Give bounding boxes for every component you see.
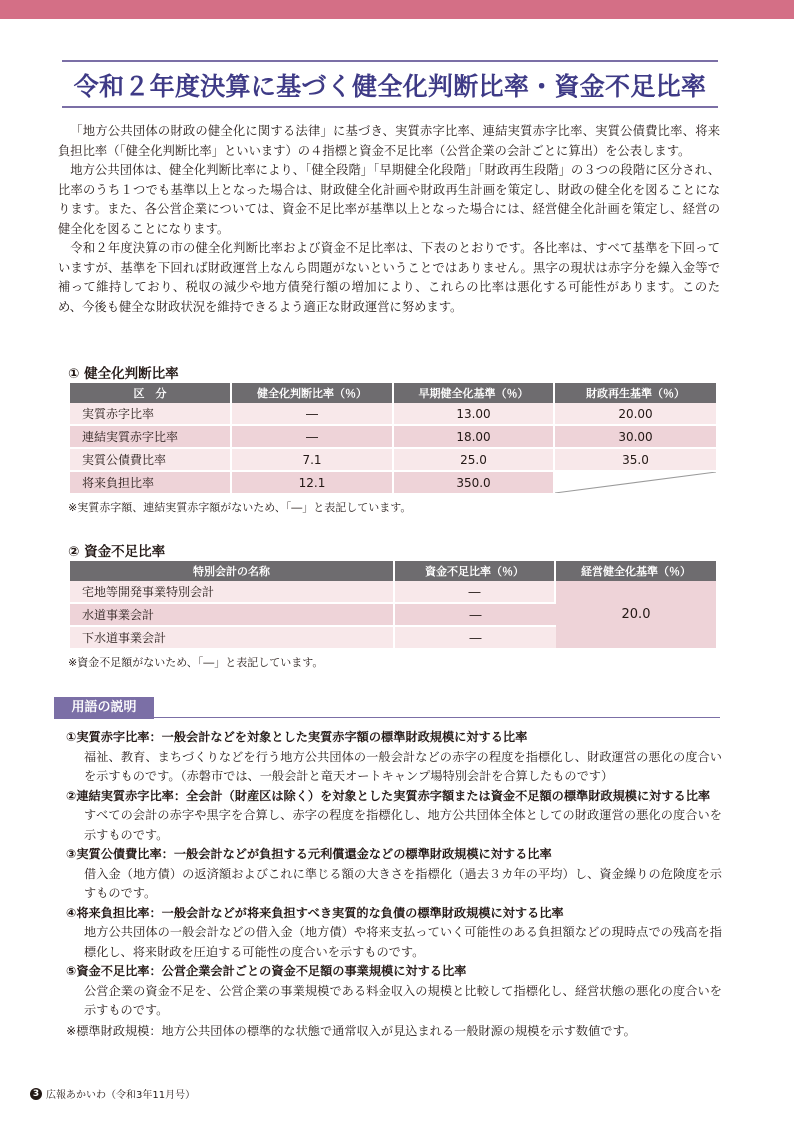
rebuild-standard-value: 20.00 bbox=[555, 403, 716, 426]
ratio-value: 7.1 bbox=[232, 449, 394, 472]
term-heading: ②連結実質赤字比率：全会計（財産区は除く）を対象とした実質赤字額または資金不足額の標準財政規模に対する比率 bbox=[66, 788, 711, 803]
table-row bbox=[70, 449, 716, 472]
intro-paragraph: 「地方公共団体の財政の健全化に関する法律」に基づき、実質赤字比率、連結実質赤字比率、実質公債費比率、将来負担比率（「健全化判断比率」といいます）の４指標と資金不足比率（公営企業の会計ごとに算出）を公表します。 bbox=[58, 124, 720, 158]
account-name: 下水道事業会計 bbox=[70, 627, 395, 650]
column-header: 健全化判断比率（％） bbox=[232, 383, 394, 403]
row-label: 連結実質赤字比率 bbox=[70, 426, 232, 449]
shortage-value: ― bbox=[395, 627, 556, 650]
column-header: 区 分 bbox=[70, 383, 232, 403]
term-body: すべての会計の赤字や黒字を合算し、赤字の程度を指標化し、地方公共団体全体としての財政運営の悪化の度合いを示すものです。 bbox=[84, 808, 722, 842]
page-title: 令和２年度決算に基づく健全化判断比率・資金不足比率 bbox=[73, 72, 707, 101]
intro-paragraph: 令和２年度決算の市の健全化判断比率および資金不足比率は、下表のとおりです。各比率は、すべて基準を下回っていますが、基準を下回れば財政運営上なんら問題がないということではありません。黒字の現状は赤字分を繰入金等で補って維持しており、税収の減少や地方債発行額の増加により、これらの比率は悪化する可能性があります。このため、今後も健全な財政状況を維持できるよう適正な財政運営に努めます。 bbox=[58, 241, 720, 314]
table-header-row bbox=[70, 561, 716, 581]
title-frame bbox=[62, 60, 718, 108]
publication-name: 広報あかいわ（令和3年11月号） bbox=[46, 1090, 196, 1101]
early-standard-value: 13.00 bbox=[394, 403, 555, 426]
ratio-value: 12.1 bbox=[232, 472, 394, 495]
column-header: 早期健全化基準（％） bbox=[394, 383, 555, 403]
table1-heading: ① 健全化判断比率 bbox=[68, 366, 179, 382]
table-row bbox=[70, 403, 716, 426]
account-name: 宅地等開発事業特別会計 bbox=[70, 581, 395, 604]
term-body: 福祉、教育、まちづくりなどを行う地方公共団体の一般会計などの赤字の程度を指標化し、財政運営の悪化の度合いを示すものです。（赤磐市では、一般会計と竜天オートキャンプ場特別会計を合算したものです） bbox=[84, 749, 722, 783]
term-body: 地方公共団体の一般会計などの借入金（地方債）や将来支払っていく可能性のある負担額などの現時点での残高を指標化し、将来財政を圧迫する可能性の度合いを示すものです。 bbox=[84, 925, 722, 959]
table-row bbox=[70, 472, 716, 495]
shortage-value: ― bbox=[395, 581, 556, 604]
ratio-table bbox=[70, 383, 716, 495]
column-header: 経営健全化基準（％） bbox=[556, 561, 716, 581]
column-header: 資金不足比率（％） bbox=[395, 561, 556, 581]
page-footer bbox=[30, 1086, 195, 1101]
row-label: 将来負担比率 bbox=[70, 472, 232, 495]
terms-footnote: ※標準財政規模：地方公共団体の標準的な状態で通常収入が見込まれる一般財源の規模を示す数値です。 bbox=[66, 1023, 636, 1038]
terms-divider bbox=[154, 717, 720, 718]
row-label: 実質赤字比率 bbox=[70, 403, 232, 426]
fund-shortage-table bbox=[70, 561, 716, 650]
early-standard-value: 25.0 bbox=[394, 449, 555, 472]
top-color-bar bbox=[0, 0, 794, 19]
rebuild-standard-value: 30.00 bbox=[555, 426, 716, 449]
terms-label: 用語の説明 bbox=[54, 697, 154, 719]
terms-section bbox=[66, 728, 722, 1041]
rebuild-standard-value: 35.0 bbox=[555, 449, 716, 472]
account-name: 水道事業会計 bbox=[70, 604, 395, 627]
column-header: 財政再生基準（％） bbox=[555, 383, 716, 403]
column-header: 特別会計の名称 bbox=[70, 561, 395, 581]
table-header-row bbox=[70, 383, 716, 403]
table1-note: ※実質赤字額、連結実質赤字額がないため、「―」と表記しています。 bbox=[68, 501, 412, 514]
table2-heading: ② 資金不足比率 bbox=[68, 544, 166, 560]
shortage-value: ― bbox=[395, 604, 556, 627]
term-body: 借入金（地方債）の返済額およびこれに準じる額の大きさを指標化（過去３カ年の平均）し、資金繰りの危険度を示すものです。 bbox=[84, 866, 722, 900]
term-body: 公営企業の資金不足を、公営企業の事業規模である料金収入の規模と比較して指標化し、経営状態の悪化の度合いを示すものです。 bbox=[84, 983, 722, 1017]
early-standard-value: 18.00 bbox=[394, 426, 555, 449]
table-row bbox=[70, 581, 716, 604]
diagonal-slash bbox=[555, 472, 716, 493]
empty-cell bbox=[555, 472, 716, 495]
term-heading: ①実質赤字比率：一般会計などを対象とした実質赤字額の標準財政規模に対する比率 bbox=[66, 730, 528, 744]
early-standard-value: 350.0 bbox=[394, 472, 555, 495]
term-heading: ⑤資金不足比率：公営企業会計ごとの資金不足額の事業規模に対する比率 bbox=[66, 964, 467, 978]
term-heading: ③実質公債費比率：一般会計などが負担する元利償還金などの標準財政規模に対する比率 bbox=[66, 847, 552, 861]
term-heading: ④将来負担比率：一般会計などが将来負担すべき実質的な負債の標準財政規模に対する比率 bbox=[66, 905, 564, 920]
ratio-value: ― bbox=[232, 426, 394, 449]
table-row bbox=[70, 426, 716, 449]
table2-note: ※資金不足額がないため、「―」と表記しています。 bbox=[68, 656, 324, 669]
row-label: 実質公債費比率 bbox=[70, 449, 232, 472]
management-standard-value: 20.0 bbox=[556, 581, 716, 650]
page-number: 3 bbox=[30, 1088, 42, 1100]
intro-paragraph: 地方公共団体は、健全化判断比率により、「健全段階」「早期健全化段階」「財政再生段階」の３つの段階に区分され、比率のうち１つでも基準以上となった場合は、財政健全化計画や財政再生計画を策定し、財政の健全化を図ることになります。また、各公営企業については、資金不足比率が基準以上となった場合には、経営健全化計画を策定し、経営の健全化を図ることになります。 bbox=[58, 163, 720, 236]
intro-text bbox=[58, 122, 720, 317]
ratio-value: ― bbox=[232, 403, 394, 426]
